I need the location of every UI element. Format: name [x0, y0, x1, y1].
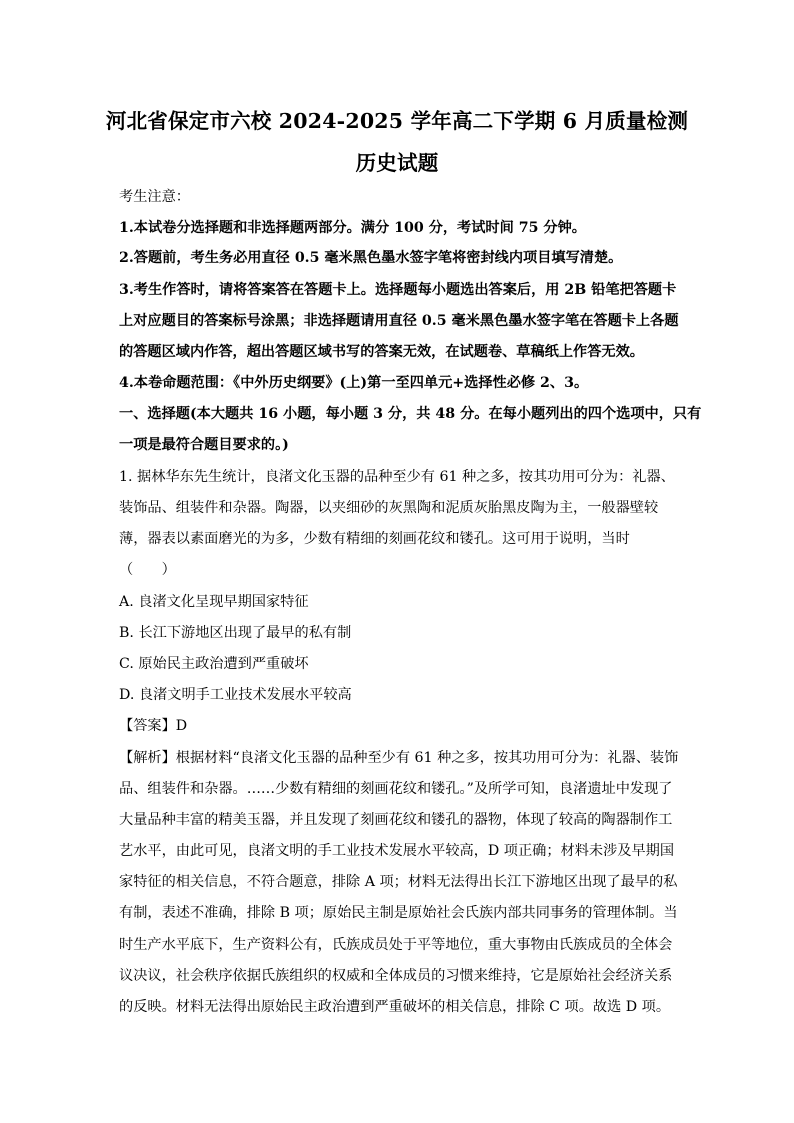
notice-item-3-cont2: 的答题区域内作答，超出答题区域书写的答案无效，在试题卷、草稿纸上作答无效。	[119, 344, 644, 360]
analysis-line-6: 有制，表述不准确，排除 B 项；原始民主制是原始社会氏族内部共同事务的管理体制。当	[119, 905, 678, 921]
analysis-line-4: 艺水平，由此可见，良渚文明的手工业技术发展水平较高，D 项正确；材料未涉及早期国	[119, 843, 675, 859]
notice-item-3: 3.考生作答时，请将答案答在答题卡上。选择题每小题选出答案后，用 2B 铅笔把答题卡	[119, 282, 677, 298]
analysis-line-2: 品、组装件和杂器。……少数有精细的刻画花纹和镂孔。”及所学可知，良渚遗址中发现了	[119, 781, 673, 797]
analysis-line-8: 议决议，社会秩序依据氏族组织的权威和全体成员的习惯来维持，它是原始社会经济关系	[119, 968, 673, 984]
option-a: A. 良渚文化呈现早期国家特征	[119, 594, 309, 610]
question-stem-line-2: 装饰品、组装件和杂器。陶器，以夹细砂的灰黑陶和泥质灰胎黑皮陶为主，一般器壁较	[119, 500, 659, 516]
document-subtitle: 历史试题	[355, 151, 439, 175]
section-heading: 一、选择题(本大题共 16 小题，每小题 3 分，共 48 分。在每小题列出的四个选项中，只有	[119, 406, 702, 422]
notice-item-1: 1.本试卷分选择题和非选择题两部分。满分 100 分，考试时间 75 分钟。	[119, 220, 586, 236]
analysis-line-1: 【解析】根据材料“良渚文化玉器的品种至少有 61 种之多，按其功用可分为：礼器、装饰	[119, 750, 679, 766]
analysis-line-7: 时生产水平底下，生产资料公有，氏族成员处于平等地位，重大事物由氏族成员的全体会	[119, 937, 673, 953]
answer-label: 【答案】D	[119, 718, 188, 734]
section-heading-cont: 一项是最符合题目要求的。)	[119, 437, 289, 453]
option-c: C. 原始民主政治遭到严重破坏	[119, 656, 309, 672]
option-d: D. 良渚文明手工业技术发展水平较高	[119, 687, 352, 703]
option-b: B. 长江下游地区出现了最早的私有制	[119, 625, 352, 641]
notice-item-4: 4.本卷命题范围：《中外历史纲要》(上)第一至四单元+选择性必修 2、3。	[119, 375, 589, 391]
notice-item-3-cont: 上对应题目的答案标号涂黑；非选择题请用直径 0.5 毫米黑色墨水签字笔在答题卡上各题	[119, 313, 679, 329]
notice-heading: 考生注意：	[119, 189, 190, 205]
analysis-line-3: 大量品种丰富的精美玉器，并且发现了刻画花纹和镂孔的器物，体现了较高的陶器制作工	[119, 812, 673, 828]
question-stem-line-1: 1. 据林华东先生统计，良渚文化玉器的品种至少有 61 种之多，按其功用可分为：礼器、	[119, 469, 675, 485]
notice-item-2: 2.答题前，考生务必用直径 0.5 毫米黑色墨水签字笔将密封线内项目填写清楚。	[119, 250, 623, 266]
analysis-line-5: 家特征的相关信息，不符合题意，排除 A 项；材料无法得出长江下游地区出现了最早的私	[119, 874, 678, 890]
question-answer-blank: （ ）	[119, 562, 176, 578]
question-stem-line-3: 薄，器表以素面磨光的为多，少数有精细的刻画花纹和镂孔。这可用于说明，当时	[119, 531, 630, 547]
analysis-line-9: 的反映。材料无法得出原始民主政治遭到严重破坏的相关信息，排除 C 项。故选 D 项。	[119, 999, 671, 1015]
document-title: 河北省保定市六校 2024-2025 学年高二下学期 6 月质量检测	[105, 109, 689, 133]
